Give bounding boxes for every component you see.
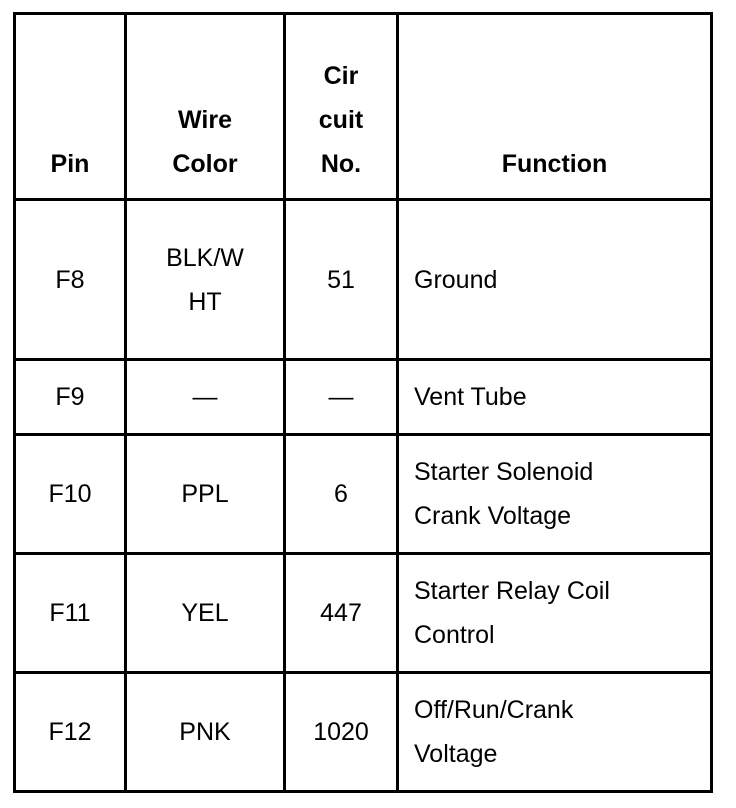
pin-cell: F9 xyxy=(15,360,126,435)
table-header-row xyxy=(15,14,712,200)
wire-color-cell: PPL xyxy=(126,435,285,554)
circuit-no-cell: 6 xyxy=(285,435,398,554)
header-function: Function xyxy=(398,14,712,200)
wire-color-cell: YEL xyxy=(126,554,285,673)
wire-color-cell: BLK/W HT xyxy=(126,200,285,360)
function-cell: Ground xyxy=(398,200,712,360)
pin-cell: F12 xyxy=(15,673,126,792)
pin-cell: F10 xyxy=(15,435,126,554)
circuit-no-cell: 1020 xyxy=(285,673,398,792)
header-wire-color: Wire Color xyxy=(126,14,285,200)
table-row xyxy=(15,673,712,792)
wire-color-cell: — xyxy=(126,360,285,435)
circuit-no-cell: — xyxy=(285,360,398,435)
connector-pinout-table xyxy=(13,12,713,793)
table-row xyxy=(15,435,712,554)
circuit-no-cell: 447 xyxy=(285,554,398,673)
header-circuit-no: Cir cuit No. xyxy=(285,14,398,200)
function-cell: Vent Tube xyxy=(398,360,712,435)
function-cell: Starter Relay Coil Control xyxy=(398,554,712,673)
table-row xyxy=(15,200,712,360)
function-cell: Starter Solenoid Crank Voltage xyxy=(398,435,712,554)
wire-color-cell: PNK xyxy=(126,673,285,792)
pin-cell: F8 xyxy=(15,200,126,360)
circuit-no-cell: 51 xyxy=(285,200,398,360)
pin-cell: F11 xyxy=(15,554,126,673)
header-pin: Pin xyxy=(15,14,126,200)
function-cell: Off/Run/Crank Voltage xyxy=(398,673,712,792)
table-row xyxy=(15,554,712,673)
table-row xyxy=(15,360,712,435)
